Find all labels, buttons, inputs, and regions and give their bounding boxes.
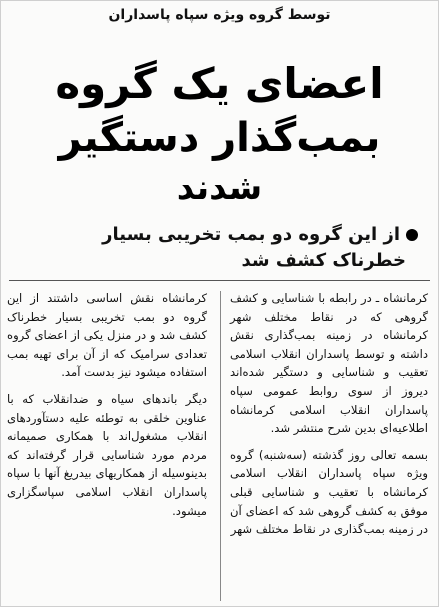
paragraph: دیگر باندهای سیاه و ضدانقلاب که با عناوین خلقی به توطئه علیه دستآوردهای انقلاب مشغول‌اند با همکاری صمیمانه مردم مورد شناسایی قرار گرفته‌اند که بدینوسیله از همکاریهای بیدریغ آنها با سپاه پاسداران انقلاب اسلامی سپاسگزاری میشود. (7, 391, 207, 518)
headline-line-3: شدند (176, 168, 263, 208)
paragraph: کرمانشاه ـ در رابطه با شناسایی و کشف گروهی که در نقاط مختلف شهر کرمانشاه در زمینه بمب‌گذاری نقش داشته و توسط پاسداران انقلاب اسلامی تعقیب و شناسایی و دستگیر شده‌اند دیروز از سوی روابط عمومی سپاه پاسداران انقلاب اسلامی کرمانشاه اطلاعیه‌ای بدین شرح منتشر شد. (230, 291, 428, 436)
article-column-right (230, 289, 428, 547)
paragraph: بسمه تعالی روز گذشته (سه‌شنبه) گروه ویژه سپاه پاسداران انقلاب اسلامی کرمانشاه با تعقیب و شناسایی قبلی موفق به کشف گروهی شد که اعضای آن در زمینه بمب‌گذاری در نقاط مختلف شهر (230, 447, 428, 537)
subheadline-line-1 (11, 223, 418, 247)
column-divider (220, 291, 221, 601)
headline-rule (9, 280, 430, 281)
headline-line-1: اعضای یک گروه (55, 59, 384, 108)
paragraph: کرمانشاه نقش اساسی داشتند از این گروه دو بمب تخریبی بسیار خطرناک کشف شد و در منزل یکی از اعضای گروه تعدادی سرامیک که از آن برای تهیه بمب استفاده میشود نیز بدست آمد. (7, 291, 207, 380)
headline-line-2: بمب‌گذار دستگیر (58, 115, 381, 161)
kicker-line: توسط گروه ویژه سپاه پاسداران (108, 7, 331, 23)
subheadline-line-2: خطرناک کشف شد (241, 250, 406, 271)
subheadline-text-1: از این گروه دو بمب تخریبی بسیار (102, 224, 400, 245)
bullet-icon (406, 229, 418, 241)
article-column-left (7, 289, 207, 528)
